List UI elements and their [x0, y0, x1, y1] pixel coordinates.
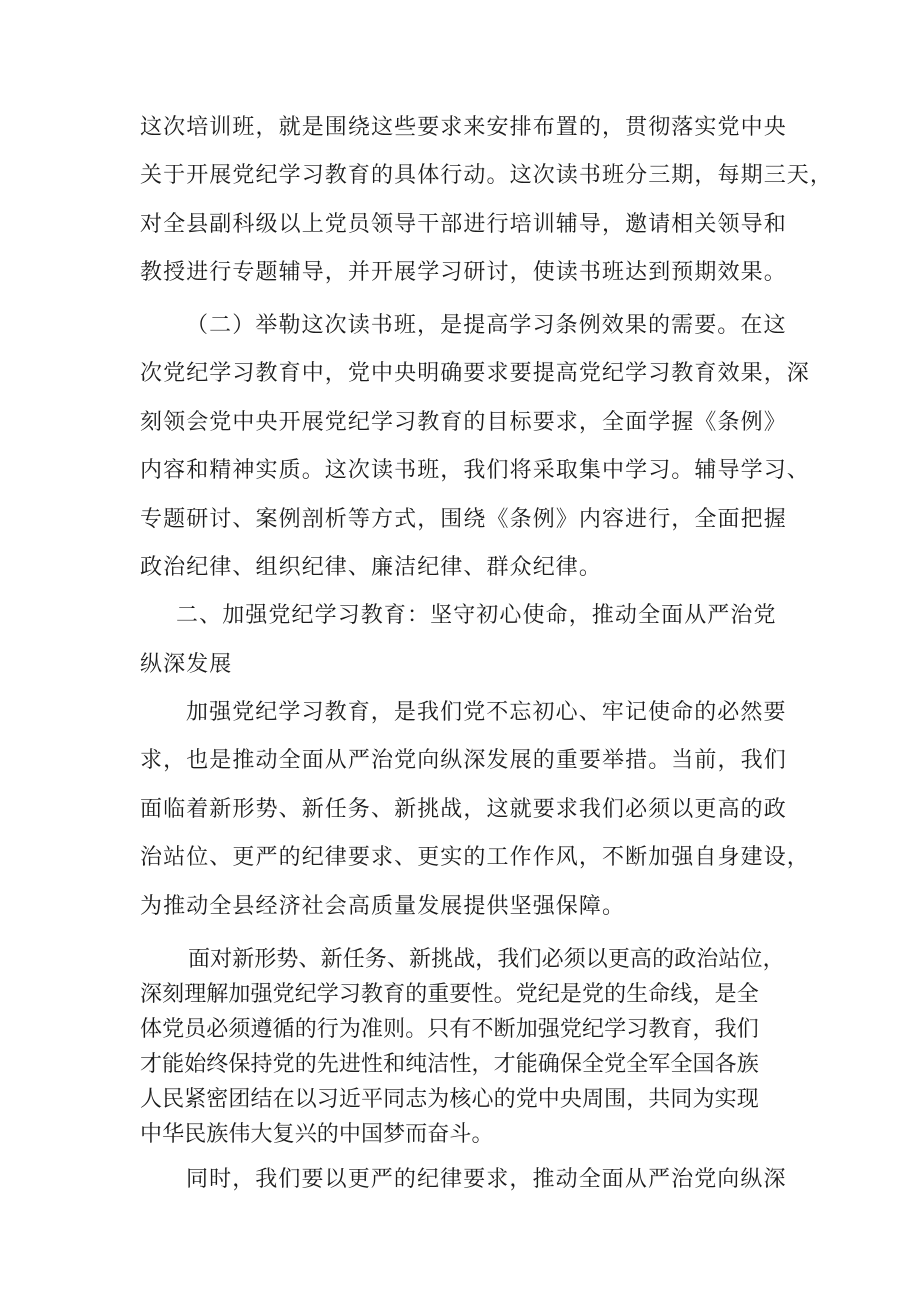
text-line: 刻领会党中央开展党纪学习教育的目标要求，全面学握《条例》: [140, 410, 787, 435]
paragraph-heading-line: （二）举勒这次读书班，是提高学习条例效果的需要。在这: [186, 313, 787, 338]
text-line: 体党员必须遵循的行为准则。只有不断加强党纪学习教育，我们: [140, 1017, 759, 1042]
text-line: 政治纪律、组织纪律、廉洁纪律、群众纪律。: [140, 555, 603, 580]
text-line: 为推动全县经济社会高质量发展提供坚强保障。: [140, 894, 626, 919]
text-line: 治站位、更严的纪律要求、更实的工作作风，不断加强自身建设，: [140, 845, 810, 870]
text-line: 内容和精神实质。这次读书班，我们将采取集中学习。辅导学习、: [140, 458, 810, 483]
text-line: 这次培训班，就是围绕这些要求来安排布置的，贯彻落实党中央: [140, 115, 787, 140]
text-line: 中华民族伟大复兴的中国梦而奋斗。: [140, 1122, 494, 1147]
text-line: 教授进行专题辅导，并开展学习研讨，使读书班达到预期效果。: [140, 260, 787, 285]
text-line: 关于开展党纪学习教育的具体行动。这次读书班分三期，每期三天，: [140, 163, 834, 188]
text-line: 次党纪学习教育中，党中央明确要求要提高党纪学习教育效果，深: [140, 361, 810, 386]
text-line: 求，也是推动全面从严治党向纵深发展的重要举措。当前，我们: [140, 748, 787, 773]
text-line: 面临着新形势、新任务、新挑战，这就要求我们必须以更高的政: [140, 797, 787, 822]
text-line: 才能始终保持党的先进性和纯洁性，才能确保全党全军全国各族: [140, 1052, 759, 1077]
text-line: 对全县副科级以上党员领导干部进行培训辅导，邀请相关领导和: [140, 212, 787, 237]
text-line: 专题研讨、案例剖析等方式，围绕《条例》内容进行，全面把握: [140, 507, 787, 532]
text-line: 加强党纪学习教育，是我们党不忘初心、牢记使命的必然要: [186, 700, 787, 725]
text-line: 同时，我们要以更严的纪律要求，推动全面从严治党向纵深: [186, 1167, 787, 1192]
section-heading-line: 纵深发展: [140, 652, 233, 677]
text-line: 深刻理解加强党纪学习教育的重要性。党纪是党的生命线，是全: [140, 982, 759, 1007]
section-heading-line: 二、加强党纪学习教育：坚守初心使命，推动全面从严治党: [176, 603, 777, 628]
text-line: 面对新形势、新任务、新挑战，我们必须以更高的政治站位，: [188, 947, 785, 972]
text-line: 人民紧密团结在以习近平同志为核心的党中央周围，共同为实现: [140, 1087, 759, 1112]
